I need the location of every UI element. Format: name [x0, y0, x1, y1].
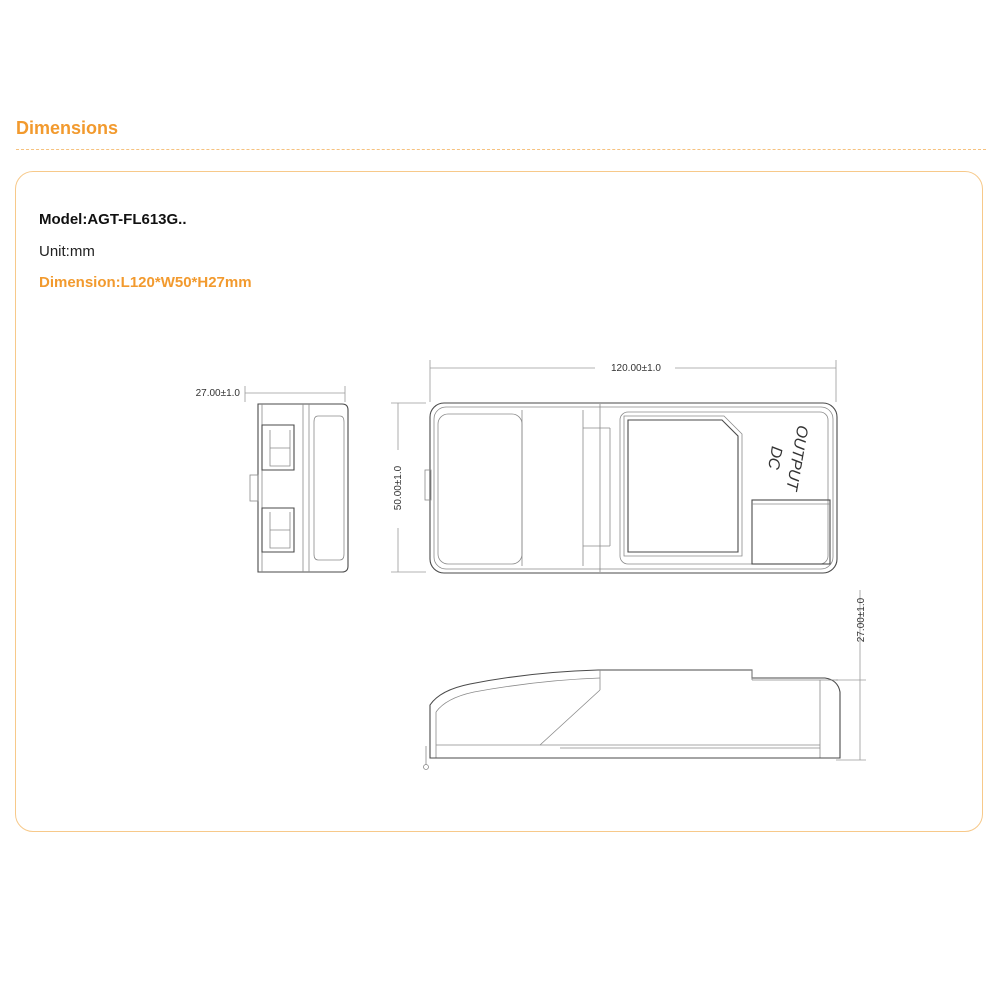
- side-view-drawing: [196, 386, 348, 572]
- output-label-output: OUTPUT: [782, 423, 811, 492]
- dimension-label: Dimension:L120*W50*H27mm: [39, 274, 252, 291]
- side-view-height-label: 27.00±1.0: [195, 388, 240, 399]
- front-view-height-label: 27.00±1.0: [856, 597, 867, 643]
- output-label-dc: DC: [764, 444, 785, 471]
- top-view-length-label: 120.00±1.0: [611, 363, 661, 374]
- top-view-width-label: 50.00±1.0: [393, 465, 404, 511]
- section-title: Dimensions: [16, 118, 119, 138]
- front-view-drawing: [424, 590, 868, 770]
- top-view-drawing: [391, 360, 837, 573]
- unit-label: Unit:mm: [39, 243, 95, 260]
- model-label: Model:AGT-FL613G..: [39, 211, 187, 228]
